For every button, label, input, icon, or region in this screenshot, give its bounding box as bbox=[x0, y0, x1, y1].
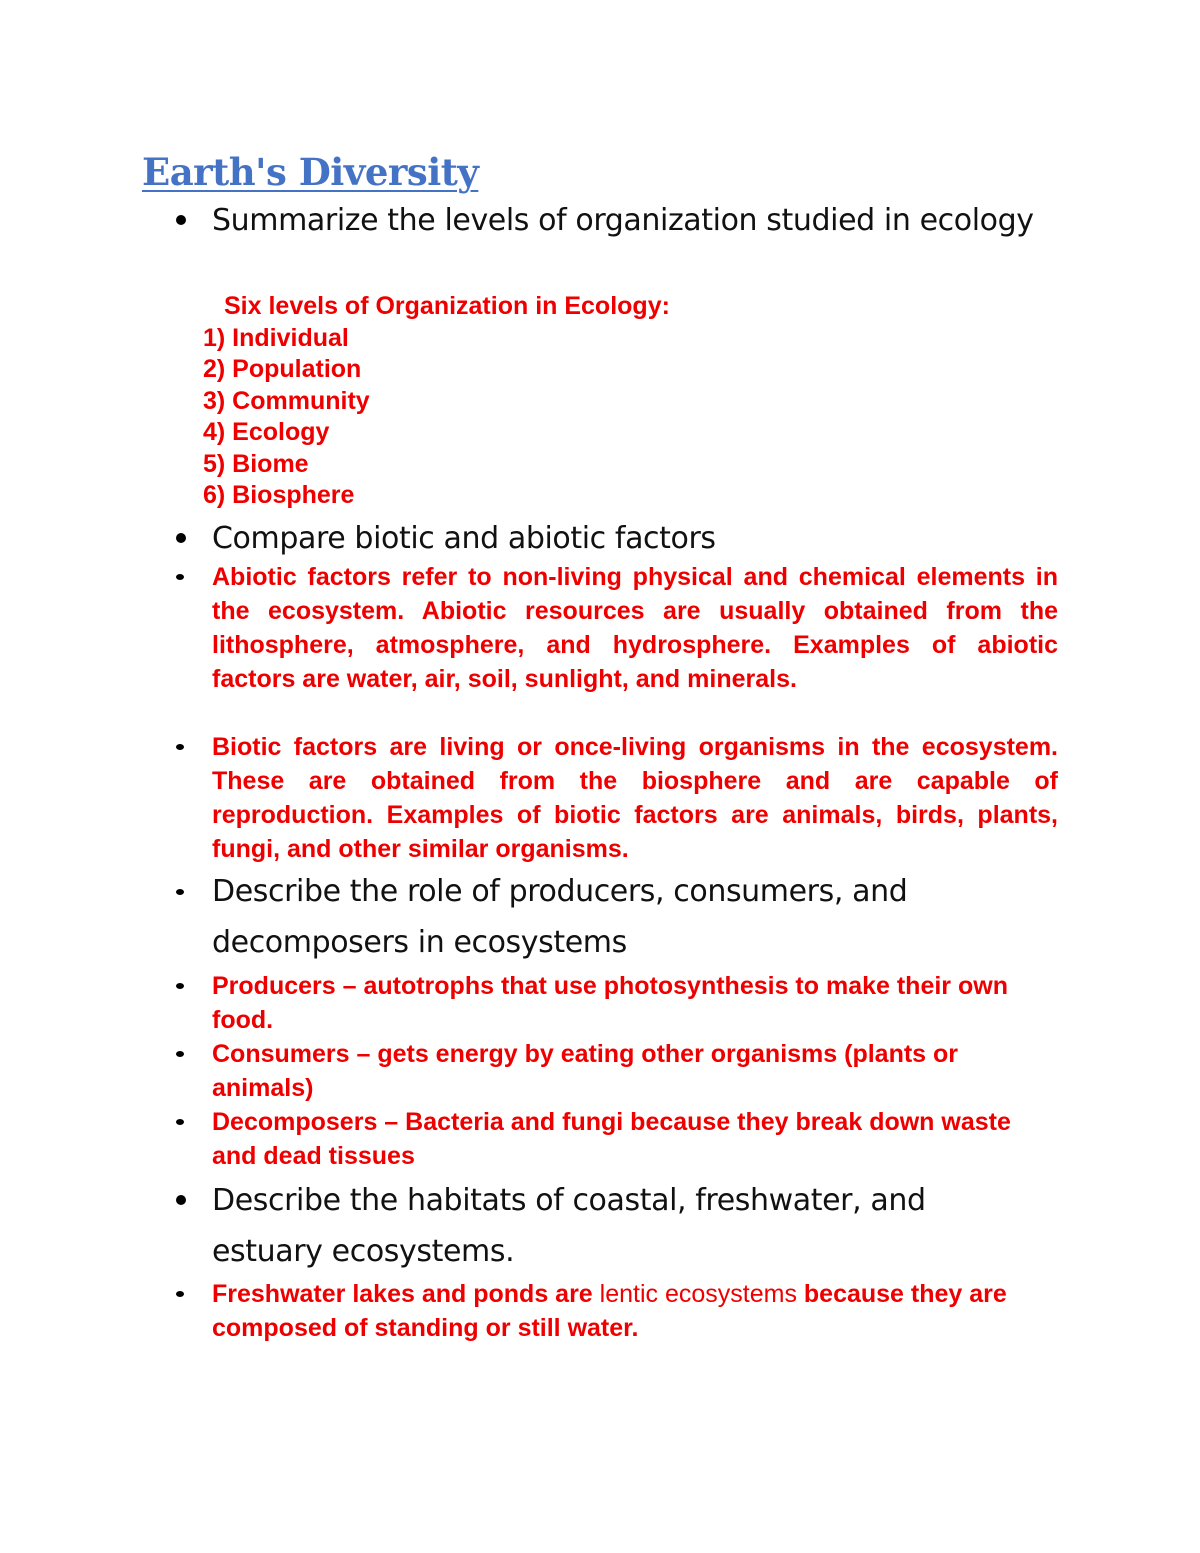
producers-point: Producers – autotrophs that use photosynthesis to make their own food. bbox=[212, 969, 1042, 1037]
page-title: Earth's Diversity bbox=[142, 150, 479, 194]
levels-list bbox=[203, 323, 370, 511]
bullet-icon bbox=[176, 1195, 186, 1205]
level-item: 3) Community bbox=[203, 386, 370, 415]
abiotic-point: Abiotic factors refer to non-living physical and chemical elements in the ecosystem. Abiotic resources are usually obtained from the lithosphere, atmosphere, and hydrosphere. Examples of abiotic factors are water, air, soil, sunlight, and minerals. bbox=[212, 560, 1058, 696]
section-heading-roles: Describe the role of producers, consumers, and decomposers in ecosystems bbox=[212, 866, 1012, 968]
bullet-icon bbox=[176, 983, 184, 989]
biotic-point: Biotic factors are living or once-living organisms in the ecosystem. These are obtained from the biosphere and are capable of reproduction. Examples of biotic factors are animals, birds, plants, fungi, and other similar organisms. bbox=[212, 730, 1058, 866]
level-item: 5) Biome bbox=[203, 449, 309, 478]
bullet-icon bbox=[176, 533, 186, 543]
bullet-icon bbox=[176, 574, 184, 580]
bullet-icon bbox=[176, 744, 184, 750]
bullet-icon bbox=[176, 1291, 184, 1297]
bullet-icon bbox=[176, 215, 186, 225]
section-heading-habitats: Describe the habitats of coastal, freshwater, and estuary ecosystems. bbox=[212, 1175, 1032, 1277]
decomposers-point: Decomposers – Bacteria and fungi because they break down waste and dead tissues bbox=[212, 1105, 1042, 1173]
level-item: 2) Population bbox=[203, 355, 362, 384]
levels-intro: Six levels of Organization in Ecology: bbox=[224, 292, 670, 320]
section-heading-factors: Compare biotic and abiotic factors bbox=[212, 513, 1058, 564]
bullet-icon bbox=[176, 1119, 184, 1125]
freshwater-point: Freshwater lakes and ponds are lentic ecosystems because they are composed of standing or still water. bbox=[212, 1277, 1052, 1345]
bullet-icon bbox=[176, 889, 184, 895]
consumers-point: Consumers – gets energy by eating other organisms (plants or animals) bbox=[212, 1037, 1042, 1105]
level-item: 6) Biosphere bbox=[203, 481, 355, 510]
level-item: 4) Ecology bbox=[203, 418, 330, 447]
level-item: 1) Individual bbox=[203, 324, 349, 352]
bullet-icon bbox=[176, 1051, 184, 1057]
lentic-term: lentic ecosystems bbox=[599, 1280, 797, 1308]
section-heading-levels: Summarize the levels of organization studied in ecology bbox=[212, 195, 1058, 246]
